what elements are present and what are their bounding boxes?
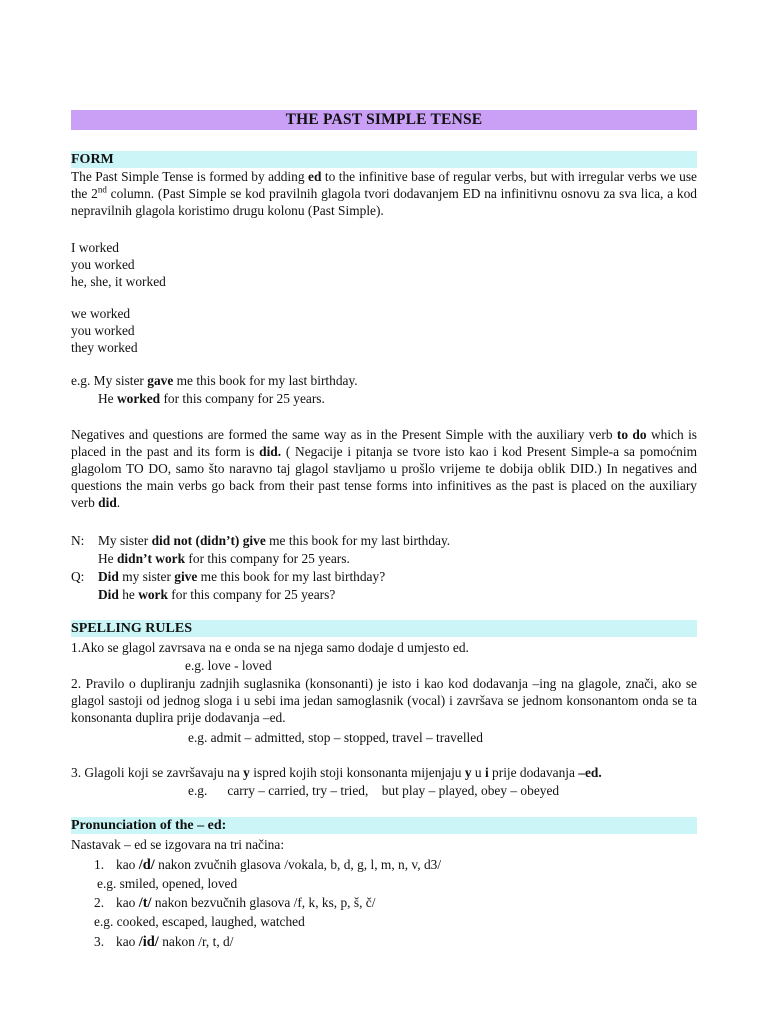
- text: nakon bezvučnih glasova /f, k, ks, p, š, č/: [151, 895, 376, 910]
- text: .: [116, 495, 121, 510]
- example-line: [98, 390, 325, 407]
- text: e.g. My sister: [71, 373, 148, 388]
- text: ispred kojih stoji konsonanta mijenjaju: [249, 765, 465, 780]
- list-number: 1.: [94, 857, 105, 872]
- text: prije dodavanja: [488, 765, 579, 780]
- negative-example: [98, 532, 450, 549]
- conjugation-line: we worked: [71, 306, 131, 321]
- negative-example: [98, 550, 350, 567]
- example-line: [71, 372, 358, 389]
- pronunciation-item: [116, 894, 375, 912]
- pronunciation-intro: Nastavak – ed se izgovara na tri načina:: [71, 837, 285, 852]
- superscript: nd: [97, 184, 107, 195]
- spelling-rule-3: [71, 764, 602, 781]
- page-title: THE PAST SIMPLE TENSE: [71, 110, 697, 130]
- bold-text: didn’t work: [116, 551, 186, 566]
- bold-text: gave: [147, 373, 174, 388]
- bold-text: did: [98, 495, 117, 510]
- bold-text: ed: [308, 169, 322, 184]
- negative-label: N:: [71, 533, 85, 548]
- spelling-rule-1: 1.Ako se glagol zavrsava na e onda se na njega samo dodaje d umjesto ed.: [71, 640, 469, 655]
- spelling-rule-1-example: e.g. love - loved: [185, 658, 272, 673]
- pronunciation-item: [116, 933, 233, 951]
- bold-text: worked: [116, 391, 161, 406]
- conjugation-line: he, she, it worked: [71, 274, 166, 289]
- bold-text: work: [138, 587, 168, 602]
- bold-text: to do: [616, 427, 647, 442]
- section-heading-pronunciation: Pronunciation of the – ed:: [71, 817, 697, 834]
- text: He: [98, 551, 117, 566]
- bold-text: i: [484, 765, 489, 780]
- text: kao: [116, 895, 139, 910]
- bold-text: /d/: [138, 857, 155, 873]
- question-example: [98, 568, 385, 585]
- text: ( Negacije i pitanja se tvore isto kao i kod Present Simple-a sa pomoćnim glagolom TO DO, samo što naravno taj glagol stavljamo u prošlo vrijeme te dobija oblik DID.) In negatives and questions the main verbs go back from their past tense forms into infinitives as the past is placed on the auxiliary verb: [71, 444, 697, 510]
- bold-text: did.: [259, 444, 282, 459]
- question-example: [98, 586, 335, 603]
- bold-text: Did: [98, 569, 119, 584]
- text: kao: [116, 857, 139, 872]
- text: 3. Glagoli koji se završavaju na: [71, 765, 244, 780]
- list-number: 2.: [94, 895, 105, 910]
- bold-text: y: [464, 765, 472, 780]
- text: nakon zvučnih glasova /vokala, b, d, g, l, m, n, v, d3/: [154, 857, 442, 872]
- question-label: Q:: [71, 569, 85, 584]
- bold-text: Did: [98, 587, 119, 602]
- text: me this book for my last birthday.: [173, 373, 358, 388]
- conjugation-line: they worked: [71, 340, 138, 355]
- bold-text: did not (didn’t) give: [151, 533, 266, 548]
- text: He: [98, 391, 117, 406]
- bold-text: give: [174, 569, 198, 584]
- text: column. (Past Simple se kod pravilnih glagola tvori dodavanjem ED na infinitivnu osnovu za sva lica, a kod nepravilnih glagola koristimo drugu kolonu (Past Simple).: [71, 186, 697, 218]
- form-intro-paragraph: [71, 168, 697, 219]
- text: me this book for my last birthday?: [197, 569, 386, 584]
- spelling-rule-2-example: e.g. admit – admitted, stop – stopped, travel – travelled: [188, 730, 483, 745]
- pronunciation-example: e.g. smiled, opened, loved: [97, 876, 238, 891]
- bold-text: –ed.: [578, 765, 602, 780]
- pronunciation-item: [116, 856, 441, 874]
- conjugation-line: you worked: [71, 257, 135, 272]
- list-number: 3.: [94, 934, 105, 949]
- section-heading-form: FORM: [71, 151, 697, 168]
- bold-text: /id/: [138, 934, 159, 950]
- text: Negatives and questions are formed the same way as in the Present Simple with the auxiliary verb: [71, 427, 617, 442]
- bold-text: y: [243, 765, 250, 780]
- negatives-paragraph: [71, 426, 697, 511]
- text: for this company for 25 years.: [160, 391, 325, 406]
- text: to the infinitive base of regular verbs, but with irregular verbs we use the 2: [71, 169, 697, 201]
- section-heading-spelling: SPELLING RULES: [71, 620, 697, 637]
- text: u: [471, 765, 485, 780]
- spelling-rule-2: 2. Pravilo o dupliranju zadnjih suglasnika (konsonanti) je isto i kao kod dodavanja –ing na glagole, znači, ako se glagol sastoji od jednog sloga i u sebi ima jedan samoglasnik (vocal) i završava se jednom konsonantom onda se ta konsonanta duplira prije dodavanja –ed.: [71, 676, 697, 725]
- pronunciation-example: e.g. cooked, escaped, laughed, watched: [94, 914, 305, 929]
- conjugation-line: you worked: [71, 323, 135, 338]
- text: my sister: [118, 569, 175, 584]
- text: he: [118, 587, 139, 602]
- text: me this book for my last birthday.: [265, 533, 451, 548]
- text: The Past Simple Tense is formed by adding: [71, 169, 309, 184]
- text: My sister: [98, 533, 152, 548]
- text: which is placed in the past and its form is: [71, 427, 698, 459]
- text: for this company for 25 years.: [185, 551, 350, 566]
- bold-text: /t/: [138, 895, 152, 911]
- text: kao: [116, 934, 139, 949]
- text: for this company for 25 years?: [167, 587, 336, 602]
- text: nakon /r, t, d/: [158, 934, 234, 949]
- spelling-rule-3-example: e.g. carry – carried, try – tried, but play – played, obey – obeyed: [188, 783, 560, 798]
- conjugation-line: I worked: [71, 240, 119, 255]
